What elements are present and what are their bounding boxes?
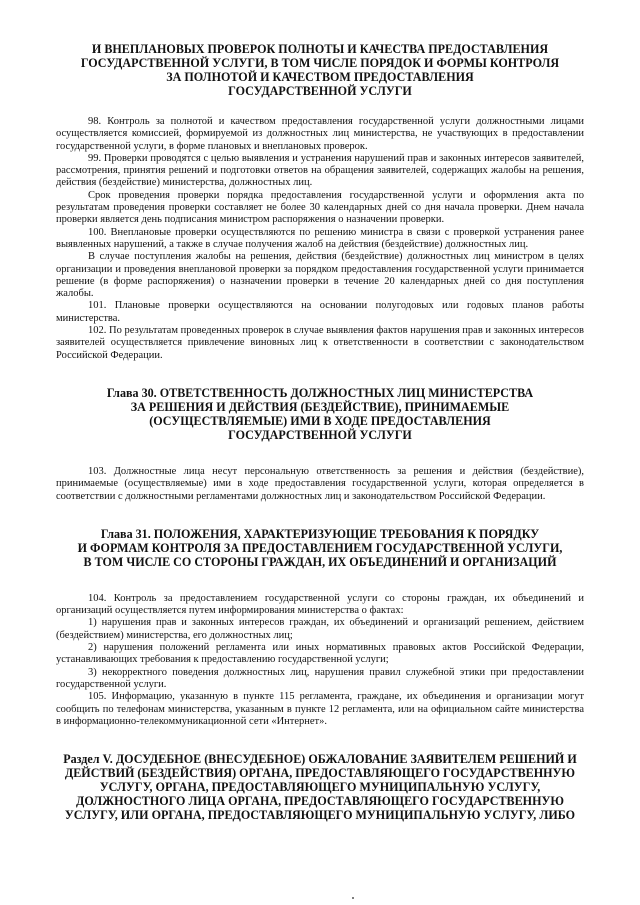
section-heading-control xyxy=(56,42,584,98)
section-5-heading xyxy=(56,752,584,822)
heading-line: В ТОМ ЧИСЛЕ СО СТОРОНЫ ГРАЖДАН, ИХ ОБЪЕДИНЕНИЙ И ОРГАНИЗАЦИЙ xyxy=(83,554,557,569)
heading-line: ГОСУДАРСТВЕННОЙ УСЛУГИ xyxy=(228,427,412,442)
heading-line: Раздел V. ДОСУДЕБНОЕ (ВНЕСУДЕБНОЕ) ОБЖАЛОВАНИЕ ЗАЯВИТЕЛЕМ РЕШЕНИЙ И xyxy=(63,752,577,767)
heading-line: УСЛУГУ, ИЛИ ОРГАНА, ПРЕДОСТАВЛЯЮЩЕГО МУНИЦИПАЛЬНУЮ УСЛУГУ, ЛИБО xyxy=(64,808,576,823)
heading-line: ДЕЙСТВИЙ (БЕЗДЕЙСТВИЯ) ОРГАНА, ПРЕДОСТАВЛЯЮЩЕГО ГОСУДАРСТВЕННУЮ xyxy=(64,766,576,781)
paragraph-99-term: Срок проведения проверки порядка предоставления государственной услуги и оформления акта по результатам проведения проверки составляет не более 30 календарных дней со дня начала проверки. Днем начала проверки является день подписания министром распоряжения о назначении проверки. xyxy=(56,189,584,226)
paragraph-104-item-3: 3) некорректного поведения должностных лиц, нарушения правил служебной этики при предоставлении государственной услуги. xyxy=(56,666,584,690)
heading-line: ДОЛЖНОСТНОГО ЛИЦА ОРГАНА, ПРЕДОСТАВЛЯЮЩЕГО ГОСУДАРСТВЕННУЮ xyxy=(76,794,564,809)
paragraph-104-item-1: 1) нарушения прав и законных интересов граждан, их объединений и организаций решением, действием (бездействием) министерства, его должностных лиц; xyxy=(56,617,584,641)
heading-line: ЗА РЕШЕНИЯ И ДЕЙСТВИЯ (БЕЗДЕЙСТВИЕ), ПРИНИМАЕМЫЕ xyxy=(130,399,510,414)
chapter-31-heading xyxy=(56,527,584,569)
paragraph-103: 103. Должностные лица несут персональную ответственность за решения и действия (бездействие), принимаемые (осуществляемые) ими в ходе предоставления государственной услуги, которая определяется в соответствии с должностными регламентами должностных лиц и законодательством Российской Федерации. xyxy=(56,465,584,502)
paragraph-100: 100. Внеплановые проверки осуществляются по решению министра в связи с проверкой устранения ранее выявленных нарушений, а также в случае получения жалоб на действия (бездействие) должностных лиц. xyxy=(56,226,584,250)
heading-line: ГОСУДАРСТВЕННОЙ УСЛУГИ xyxy=(228,84,412,98)
heading-line: Глава 30. ОТВЕТСТВЕННОСТЬ ДОЛЖНОСТНЫХ ЛИЦ МИНИСТЕРСТВА xyxy=(106,385,534,400)
heading-line: ЗА ПОЛНОТОЙ И КАЧЕСТВОМ ПРЕДОСТАВЛЕНИЯ xyxy=(166,70,474,84)
scan-speck xyxy=(352,897,354,899)
document-page xyxy=(56,42,584,822)
heading-line: ГОСУДАРСТВЕННОЙ УСЛУГИ, В ТОМ ЧИСЛЕ ПОРЯДОК И ФОРМЫ КОНТРОЛЯ xyxy=(80,56,560,70)
paragraph-100-complaint: В случае поступления жалобы на решения, действия (бездействие) должностных лиц министром в целях организации и проведения внеплановой проверки за порядком предоставления государственной услуги принимается решение (в форме распоряжения) о назначении проверки в течение 20 календарных дней со дня поступления жалобы. xyxy=(56,251,584,300)
paragraph-104-item-2: 2) нарушения положений регламента или иных нормативных правовых актов Российской Федерации, устанавливающих требования к предоставлению государственной услуги; xyxy=(56,642,584,666)
paragraph-98: 98. Контроль за полнотой и качеством предоставления государственной услуги должностными лицами осуществляется комиссией, формируемой из должностных лиц министерства, не участвующих в предоставлении государственной услуги, в форме плановых и внеплановых проверок. xyxy=(56,116,584,152)
heading-line: УСЛУГУ, ОРГАНА, ПРЕДОСТАВЛЯЮЩЕГО МУНИЦИПАЛЬНУЮ УСЛУГУ, xyxy=(99,780,541,795)
heading-line: И ВНЕПЛАНОВЫХ ПРОВЕРОК ПОЛНОТЫ И КАЧЕСТВА ПРЕДОСТАВЛЕНИЯ xyxy=(91,42,549,56)
heading-line: (ОСУЩЕСТВЛЯЕМЫЕ) ИМИ В ХОДЕ ПРЕДОСТАВЛЕНИЯ xyxy=(149,413,491,428)
chapter-30-heading xyxy=(56,386,584,442)
paragraph-104: 104. Контроль за предоставлением государственной услуги со стороны граждан, их объединений и организаций осуществляется путем информирования министерства о фактах: xyxy=(56,592,584,617)
paragraph-102: 102. По результатам проведенных проверок в случае выявления фактов нарушения прав и законных интересов заявителей осуществляется привлечение виновных лиц к ответственности в соответствии с законодательством Российской Федерации. xyxy=(56,325,584,361)
paragraph-101: 101. Плановые проверки осуществляются на основании полугодовых или годовых планов работы министерства. xyxy=(56,300,584,324)
paragraph-99: 99. Проверки проводятся с целью выявления и устранения нарушений прав и законных интересов заявителей, рассмотрения, принятия решений и подготовки ответов на обращения заявителей, содержащих жалобы на решения, действия (бездействие) министерства, должностных лиц. xyxy=(56,152,584,189)
paragraph-105: 105. Информацию, указанную в пункте 115 регламента, граждане, их объединения и организации могут сообщить по телефонам министерства, указанным в пункте 12 регламента, или на официальном сайте министерства в информационно-телекоммуникационной сети «Интернет». xyxy=(56,691,584,727)
heading-line: И ФОРМАМ КОНТРОЛЯ ЗА ПРЕДОСТАВЛЕНИЕМ ГОСУДАРСТВЕННОЙ УСЛУГИ, xyxy=(77,540,563,555)
heading-line: Глава 31. ПОЛОЖЕНИЯ, ХАРАКТЕРИЗУЮЩИЕ ТРЕБОВАНИЯ К ПОРЯДКУ xyxy=(100,526,540,541)
